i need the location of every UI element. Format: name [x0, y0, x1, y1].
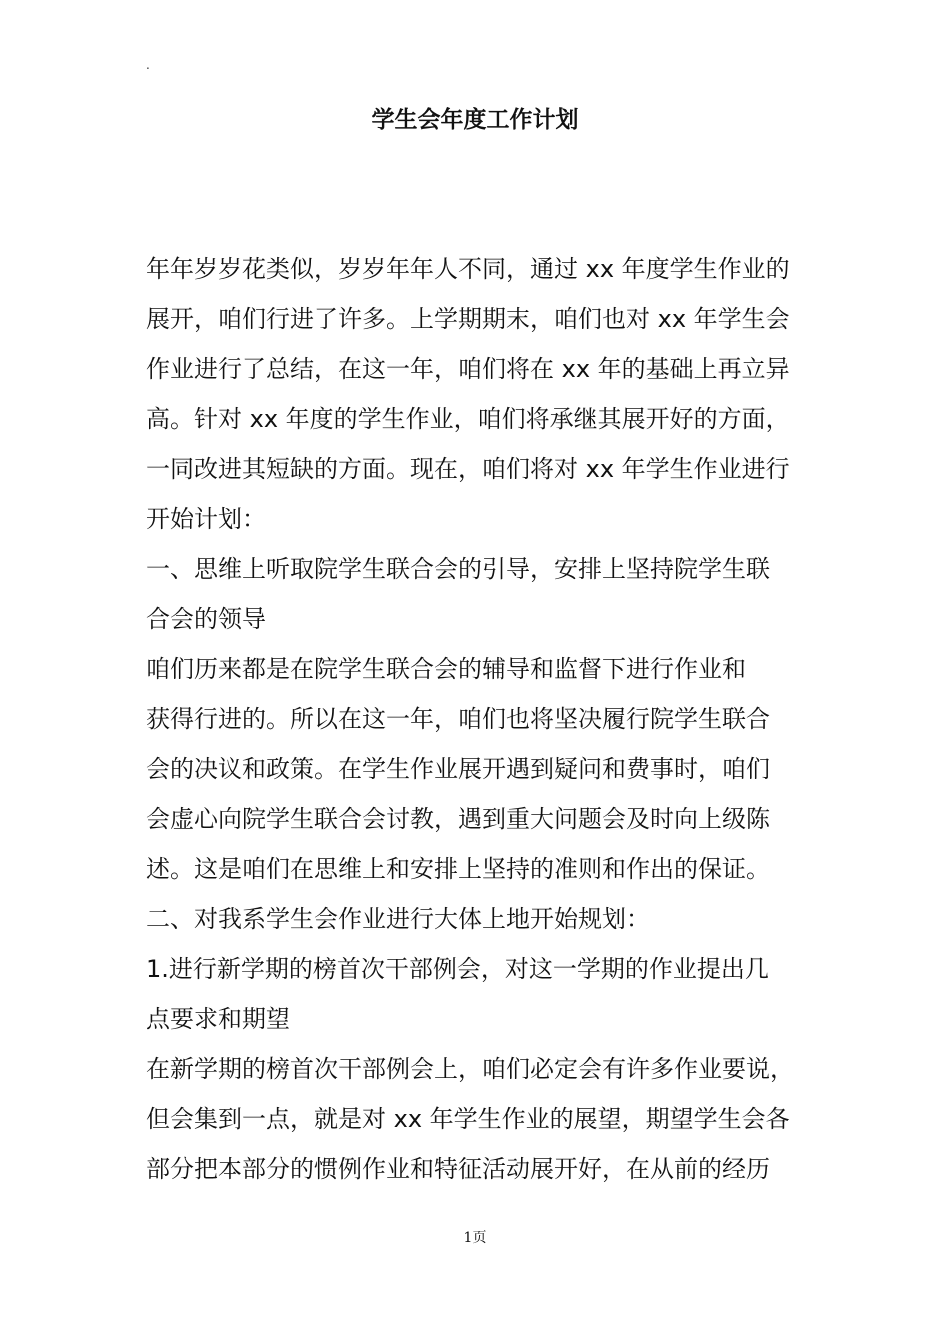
body-line: 年年岁岁花类似，岁岁年年人不同，通过 xx 年度学生作业的 [146, 255, 790, 283]
body-line: 作业进行了总结，在这一年，咱们将在 xx 年的基础上再立异 [146, 355, 790, 383]
body-line: 述。这是咱们在思维上和安排上坚持的准则和作出的保证。 [146, 855, 770, 883]
subsection-heading-1-cont: 点要求和期望 [146, 1005, 290, 1033]
body-line: 会虚心向院学生联合会讨教，遇到重大问题会及时向上级陈 [146, 805, 770, 833]
section-heading-1-cont: 合会的领导 [146, 605, 266, 633]
body-line: 高。针对 xx 年度的学生作业，咱们将承继其展开好的方面， [146, 405, 790, 433]
corner-mark: . [146, 58, 150, 72]
body-line: 展开，咱们行进了许多。上学期期末，咱们也对 xx 年学生会 [146, 305, 790, 333]
subsection-heading-1: 1.进行新学期的榜首次干部例会，对这一学期的作业提出几 [146, 955, 769, 983]
document-title: 学生会年度工作计划 [371, 107, 579, 133]
section-heading-1: 一、思维上听取院学生联合会的引导，安排上坚持院学生联 [146, 555, 770, 583]
body-line: 获得行进的。所以在这一年，咱们也将坚决履行院学生联合 [146, 705, 770, 733]
page-number: 1页 [463, 1230, 487, 1246]
body-line: 咱们历来都是在院学生联合会的辅导和监督下进行作业和 [146, 655, 746, 683]
body-line: 开始计划： [146, 505, 266, 533]
body-line: 会的决议和政策。在学生作业展开遇到疑问和费事时，咱们 [146, 755, 770, 783]
document-body [146, 244, 836, 1194]
body-line: 一同改进其短缺的方面。现在，咱们将对 xx 年学生作业进行 [146, 455, 790, 483]
body-line: 在新学期的榜首次干部例会上，咱们必定会有许多作业要说， [146, 1055, 794, 1083]
body-line: 但会集到一点，就是对 xx 年学生作业的展望，期望学生会各 [146, 1105, 790, 1133]
section-heading-2: 二、对我系学生会作业进行大体上地开始规划： [146, 905, 650, 933]
body-line: 部分把本部分的惯例作业和特征活动展开好，在从前的经历 [146, 1155, 770, 1183]
